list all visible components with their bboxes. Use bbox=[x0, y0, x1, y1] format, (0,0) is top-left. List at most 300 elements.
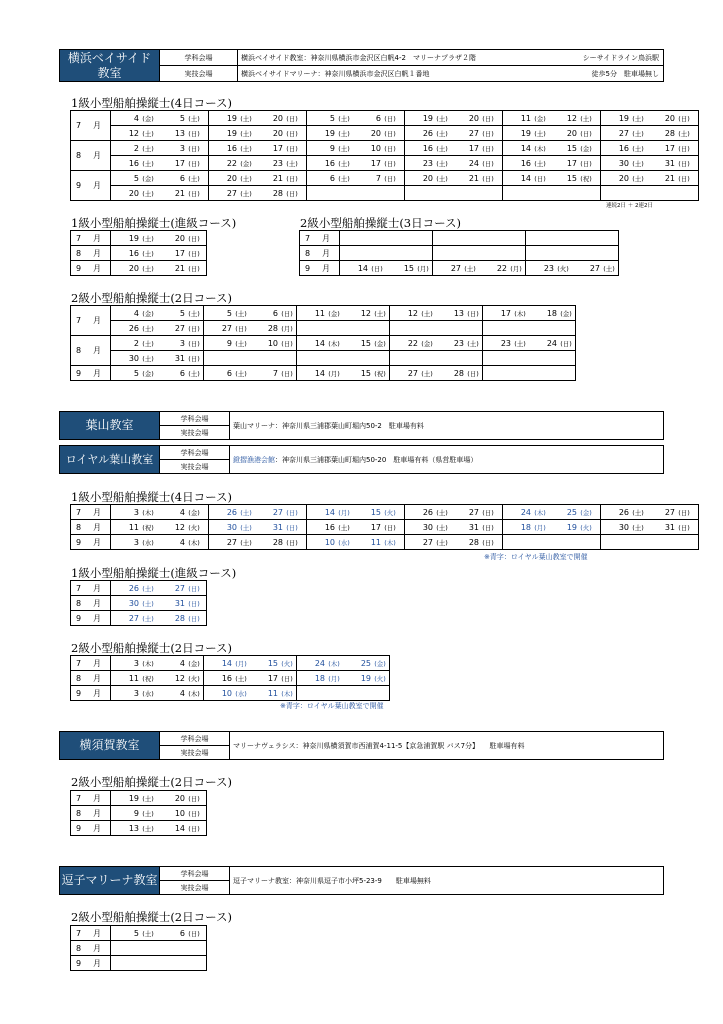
date-pair-cell bbox=[111, 366, 204, 381]
weekday: (火) bbox=[188, 674, 200, 683]
date-entry bbox=[451, 508, 497, 517]
venue-type-label: 学科会場 bbox=[160, 732, 230, 746]
date-entry bbox=[111, 144, 157, 153]
month-cell bbox=[71, 656, 111, 671]
month-label: 8 月 bbox=[75, 598, 106, 608]
weekday: (日) bbox=[188, 614, 200, 623]
date-entry bbox=[297, 659, 343, 668]
course-title: 2級小型船舶操縦士(2日コース) bbox=[71, 291, 233, 305]
date-entry bbox=[343, 369, 389, 378]
weekday: (木) bbox=[188, 538, 200, 547]
date-entry bbox=[451, 114, 497, 123]
venue-location: 逗子マリーナ教室：神奈川県逗子市小坪5-23-9 駐車場無料 bbox=[233, 876, 431, 885]
weekday: (土) bbox=[338, 114, 350, 123]
date-number: 2 bbox=[133, 338, 139, 348]
date-entry bbox=[157, 369, 203, 378]
date-number: 3 bbox=[133, 688, 139, 698]
weekday: (日) bbox=[467, 309, 479, 318]
weekday: (土) bbox=[142, 599, 154, 608]
date-entry bbox=[250, 309, 296, 318]
classroom-name: 逗子マリーナ教室 bbox=[60, 867, 160, 894]
month-label: 9 月 bbox=[75, 181, 106, 190]
weekday: (月) bbox=[328, 674, 340, 683]
date-number: 17 bbox=[500, 308, 511, 318]
date-entry bbox=[209, 538, 255, 547]
date-entry bbox=[647, 174, 693, 183]
date-pair-cell bbox=[111, 806, 207, 821]
date-entry bbox=[549, 523, 595, 532]
weekday: (祝) bbox=[142, 674, 154, 683]
course-title: 1級小型船舶操縦士(進級コース) bbox=[71, 216, 237, 230]
date-number: 19 bbox=[226, 113, 237, 123]
date-entry bbox=[157, 264, 203, 273]
date-number: 28 bbox=[468, 537, 479, 547]
schedule-row bbox=[71, 336, 576, 351]
date-pair-cell bbox=[307, 126, 405, 141]
schedule-row bbox=[71, 156, 699, 171]
weekday: (月) bbox=[510, 264, 522, 273]
weekday: (水) bbox=[338, 538, 350, 547]
date-entry bbox=[436, 369, 482, 378]
date-pair-cell bbox=[526, 231, 619, 246]
date-entry bbox=[503, 508, 549, 517]
date-entry bbox=[255, 129, 301, 138]
date-number: 30 bbox=[128, 598, 139, 608]
date-entry bbox=[526, 264, 572, 273]
date-number: 10 bbox=[324, 537, 335, 547]
date-entry bbox=[405, 129, 451, 138]
date-number: 30 bbox=[226, 522, 237, 532]
date-number: 16 bbox=[618, 143, 629, 153]
date-pair-cell bbox=[433, 246, 526, 261]
date-pair-cell bbox=[297, 656, 390, 671]
date-entry bbox=[307, 129, 353, 138]
course-title: 1級小型船舶操縦士(4日コース) bbox=[71, 96, 233, 110]
date-number: 20 bbox=[370, 128, 381, 138]
date-number: 31 bbox=[272, 522, 283, 532]
weekday: (日) bbox=[467, 369, 479, 378]
month-cell bbox=[71, 231, 111, 246]
weekday: (土) bbox=[603, 264, 615, 273]
weekday: (日) bbox=[482, 538, 494, 547]
date-number: 20 bbox=[664, 113, 675, 123]
classroom-header-yokosuka bbox=[59, 731, 664, 760]
date-entry bbox=[157, 159, 203, 168]
course-title: 2級小型船舶操縦士(3日コース) bbox=[300, 216, 462, 230]
date-pair-cell bbox=[503, 156, 601, 171]
month-label: 9 月 bbox=[304, 263, 335, 273]
date-number: 12 bbox=[407, 308, 418, 318]
date-entry bbox=[503, 523, 549, 532]
date-entry bbox=[204, 324, 250, 333]
date-pair-cell bbox=[340, 231, 433, 246]
course-title: 1級小型船舶操縦士(進級コース) bbox=[71, 566, 237, 580]
date-number: 5 bbox=[179, 113, 185, 123]
schedule-row bbox=[71, 366, 576, 381]
date-number: 6 bbox=[179, 368, 185, 378]
date-pair-cell bbox=[405, 156, 503, 171]
date-entry bbox=[255, 538, 301, 547]
date-entry bbox=[601, 159, 647, 168]
date-number: 10 bbox=[221, 688, 232, 698]
month-label: 8 月 bbox=[75, 673, 106, 683]
weekday: (日) bbox=[188, 339, 200, 348]
date-entry bbox=[111, 523, 157, 532]
date-number: 27 bbox=[174, 583, 185, 593]
date-number: 28 bbox=[453, 368, 464, 378]
weekday: (土) bbox=[188, 174, 200, 183]
weekday: (金) bbox=[421, 339, 433, 348]
date-number: 14 bbox=[324, 507, 335, 517]
date-number: 28 bbox=[272, 188, 283, 198]
date-number: 16 bbox=[422, 143, 433, 153]
date-number: 28 bbox=[267, 323, 278, 333]
date-number: 30 bbox=[618, 522, 629, 532]
weekday: (土) bbox=[464, 264, 476, 273]
date-entry bbox=[436, 309, 482, 318]
date-pair-cell bbox=[297, 671, 390, 686]
date-number: 9 bbox=[133, 808, 139, 818]
date-pair-cell bbox=[390, 321, 483, 336]
date-number: 15 bbox=[360, 338, 371, 348]
date-entry bbox=[157, 674, 203, 683]
date-number: 14 bbox=[520, 173, 531, 183]
date-entry bbox=[111, 824, 157, 833]
date-number: 27 bbox=[450, 263, 461, 273]
date-number: 12 bbox=[174, 522, 185, 532]
date-number: 24 bbox=[520, 507, 531, 517]
date-number: 24 bbox=[546, 338, 557, 348]
date-pair-cell bbox=[503, 141, 601, 156]
weekday: (土) bbox=[436, 508, 448, 517]
date-number: 20 bbox=[174, 233, 185, 243]
month-cell bbox=[300, 261, 340, 276]
venue-access: シーサイドライン鳥浜駅 bbox=[582, 53, 659, 62]
date-entry bbox=[436, 339, 482, 348]
date-pair-cell bbox=[390, 336, 483, 351]
date-number: 28 bbox=[272, 537, 283, 547]
date-number: 20 bbox=[128, 188, 139, 198]
month-label: 9 月 bbox=[75, 688, 106, 698]
date-entry bbox=[157, 824, 203, 833]
date-entry bbox=[111, 794, 157, 803]
date-number: 26 bbox=[618, 507, 629, 517]
date-entry bbox=[157, 174, 203, 183]
weekday: (日) bbox=[286, 538, 298, 547]
weekday: (木) bbox=[142, 659, 154, 668]
schedule-row bbox=[71, 171, 699, 186]
date-number: 4 bbox=[179, 688, 185, 698]
weekday: (土) bbox=[142, 144, 154, 153]
weekday: (日) bbox=[235, 324, 247, 333]
weekday: (日) bbox=[678, 114, 690, 123]
date-entry bbox=[111, 129, 157, 138]
date-entry bbox=[204, 674, 250, 683]
weekday: (土) bbox=[436, 114, 448, 123]
date-pair-cell bbox=[601, 171, 699, 186]
date-number: 19 bbox=[422, 113, 433, 123]
date-pair-cell bbox=[111, 535, 209, 550]
date-number: 23 bbox=[500, 338, 511, 348]
schedule-row bbox=[71, 505, 699, 520]
date-number: 31 bbox=[664, 158, 675, 168]
date-number: 14 bbox=[357, 263, 368, 273]
date-number: 16 bbox=[324, 522, 335, 532]
course-title: 1級小型船舶操縦士(4日コース) bbox=[71, 490, 233, 504]
date-number: 20 bbox=[468, 113, 479, 123]
schedule-row bbox=[71, 806, 207, 821]
date-number: 31 bbox=[468, 522, 479, 532]
date-entry bbox=[353, 174, 399, 183]
date-entry bbox=[250, 324, 296, 333]
month-label: 7 月 bbox=[75, 316, 106, 325]
date-entry bbox=[451, 538, 497, 547]
date-entry bbox=[549, 508, 595, 517]
schedule-row bbox=[71, 186, 699, 201]
weekday: (土) bbox=[142, 929, 154, 938]
date-pair-cell bbox=[405, 505, 503, 520]
date-number: 13 bbox=[453, 308, 464, 318]
date-entry bbox=[111, 159, 157, 168]
date-number: 31 bbox=[174, 353, 185, 363]
date-entry bbox=[503, 159, 549, 168]
month-cell bbox=[71, 671, 111, 686]
month-cell bbox=[71, 926, 111, 941]
month-cell bbox=[71, 596, 111, 611]
month-label: 9 月 bbox=[75, 263, 106, 273]
date-number: 5 bbox=[133, 368, 139, 378]
date-entry bbox=[157, 538, 203, 547]
month-cell bbox=[71, 111, 111, 141]
venue-name-highlight: 鐙摺漁港会館 bbox=[233, 455, 275, 464]
date-entry bbox=[157, 659, 203, 668]
date-entry bbox=[204, 339, 250, 348]
date-number: 5 bbox=[226, 308, 232, 318]
date-number: 19 bbox=[566, 522, 577, 532]
date-entry bbox=[111, 929, 157, 938]
weekday: (日) bbox=[286, 508, 298, 517]
schedule-table bbox=[70, 230, 207, 276]
date-pair-cell bbox=[209, 171, 307, 186]
date-pair-cell bbox=[111, 581, 207, 596]
weekday: (日) bbox=[188, 354, 200, 363]
date-entry bbox=[255, 114, 301, 123]
month-label: 9 月 bbox=[75, 823, 106, 833]
date-number: 17 bbox=[566, 158, 577, 168]
weekday: (日) bbox=[188, 324, 200, 333]
date-pair-cell bbox=[601, 186, 699, 201]
date-entry bbox=[209, 129, 255, 138]
date-entry bbox=[405, 144, 451, 153]
date-entry bbox=[451, 523, 497, 532]
weekday: (土) bbox=[240, 114, 252, 123]
date-entry bbox=[549, 174, 595, 183]
weekday: (月) bbox=[534, 523, 546, 532]
date-number: 14 bbox=[314, 338, 325, 348]
date-entry bbox=[157, 234, 203, 243]
date-number: 6 bbox=[329, 173, 335, 183]
date-entry bbox=[157, 129, 203, 138]
schedule-row bbox=[71, 520, 699, 535]
date-number: 22 bbox=[496, 263, 507, 273]
date-number: 18 bbox=[546, 308, 557, 318]
weekday: (日) bbox=[281, 674, 293, 683]
weekday: (土) bbox=[142, 584, 154, 593]
date-entry bbox=[157, 114, 203, 123]
date-number: 13 bbox=[174, 128, 185, 138]
month-label: 9 月 bbox=[75, 613, 106, 623]
date-pair-cell bbox=[297, 686, 390, 701]
date-number: 28 bbox=[174, 613, 185, 623]
date-number: 4 bbox=[133, 113, 139, 123]
date-pair-cell bbox=[111, 656, 204, 671]
weekday: (木) bbox=[142, 508, 154, 517]
classroom-name: 葉山教室 bbox=[60, 412, 160, 439]
weekday: (火) bbox=[281, 659, 293, 668]
weekday: (土) bbox=[188, 114, 200, 123]
date-number: 23 bbox=[422, 158, 433, 168]
date-number: 20 bbox=[226, 173, 237, 183]
date-entry bbox=[111, 369, 157, 378]
schedule-table bbox=[70, 580, 207, 626]
date-number: 26 bbox=[128, 583, 139, 593]
venue-access: 徒歩5分 駐車場無し bbox=[591, 69, 659, 78]
weekday: (木) bbox=[328, 659, 340, 668]
weekday: (土) bbox=[286, 159, 298, 168]
schedule-row bbox=[71, 791, 207, 806]
weekday: (土) bbox=[240, 189, 252, 198]
weekday: (土) bbox=[142, 354, 154, 363]
weekday: (土) bbox=[240, 144, 252, 153]
month-cell bbox=[71, 246, 111, 261]
date-entry bbox=[111, 324, 157, 333]
date-entry bbox=[255, 144, 301, 153]
date-number: 20 bbox=[422, 173, 433, 183]
date-pair-cell bbox=[405, 126, 503, 141]
date-number: 16 bbox=[324, 158, 335, 168]
date-pair-cell bbox=[390, 306, 483, 321]
date-entry bbox=[601, 144, 647, 153]
venue-type-label: 学科会場 bbox=[160, 412, 230, 426]
date-pair-cell bbox=[307, 171, 405, 186]
weekday: (金) bbox=[142, 369, 154, 378]
date-entry bbox=[157, 324, 203, 333]
weekday: (金) bbox=[534, 114, 546, 123]
month-label: 7 月 bbox=[75, 507, 106, 517]
weekday: (日) bbox=[281, 339, 293, 348]
date-pair-cell bbox=[111, 956, 207, 971]
schedule-table bbox=[299, 230, 619, 276]
month-cell bbox=[300, 246, 340, 261]
date-pair-cell bbox=[111, 336, 204, 351]
date-entry bbox=[111, 174, 157, 183]
weekday: (土) bbox=[632, 523, 644, 532]
weekday: (火) bbox=[580, 523, 592, 532]
date-entry bbox=[503, 174, 549, 183]
date-entry bbox=[601, 174, 647, 183]
date-number: 17 bbox=[370, 158, 381, 168]
date-number: 13 bbox=[128, 823, 139, 833]
weekday: (日) bbox=[188, 144, 200, 153]
date-entry bbox=[601, 508, 647, 517]
weekday: (日) bbox=[678, 523, 690, 532]
date-entry bbox=[572, 264, 618, 273]
venue-location: 葉山マリーナ：神奈川県三浦郡葉山町堀内50-2 駐車場有料 bbox=[233, 421, 424, 430]
month-cell bbox=[71, 581, 111, 596]
date-pair-cell bbox=[209, 520, 307, 535]
date-pair-cell bbox=[297, 306, 390, 321]
date-number: 20 bbox=[174, 793, 185, 803]
date-entry bbox=[250, 339, 296, 348]
weekday: (月) bbox=[281, 324, 293, 333]
weekday: (土) bbox=[142, 794, 154, 803]
month-label: 8 月 bbox=[304, 248, 335, 258]
date-entry bbox=[157, 689, 203, 698]
date-entry bbox=[549, 129, 595, 138]
date-number: 27 bbox=[468, 128, 479, 138]
date-pair-cell bbox=[111, 941, 207, 956]
schedule-table bbox=[70, 655, 390, 701]
weekday: (日) bbox=[281, 309, 293, 318]
weekday: (月) bbox=[328, 369, 340, 378]
date-entry bbox=[307, 174, 353, 183]
date-pair-cell bbox=[204, 656, 297, 671]
venue-type-label: 実技会場 bbox=[160, 66, 238, 81]
weekday: (日) bbox=[384, 159, 396, 168]
venue-address: ：神奈川県三浦郡葉山町堀内50-20 駐車場有料（県営駐車場） bbox=[275, 455, 478, 464]
weekday: (金) bbox=[328, 309, 340, 318]
weekday: (金) bbox=[142, 114, 154, 123]
weekday: (日) bbox=[482, 174, 494, 183]
date-pair-cell bbox=[297, 321, 390, 336]
date-pair-cell bbox=[111, 321, 204, 336]
date-pair-cell bbox=[307, 535, 405, 550]
date-number: 22 bbox=[226, 158, 237, 168]
weekday: (日) bbox=[482, 144, 494, 153]
schedule-row bbox=[71, 261, 207, 276]
date-entry bbox=[647, 129, 693, 138]
blue-text-note: ※青字：ロイヤル葉山教室で開催 bbox=[484, 553, 588, 561]
date-entry bbox=[405, 538, 451, 547]
date-number: 2 bbox=[133, 143, 139, 153]
schedule-table bbox=[70, 925, 207, 971]
date-number: 27 bbox=[664, 507, 675, 517]
weekday: (土) bbox=[632, 114, 644, 123]
date-pair-cell bbox=[209, 141, 307, 156]
date-number: 17 bbox=[664, 143, 675, 153]
date-entry bbox=[111, 674, 157, 683]
date-entry bbox=[307, 538, 353, 547]
date-number: 20 bbox=[272, 113, 283, 123]
date-number: 9 bbox=[329, 143, 335, 153]
weekday: (土) bbox=[421, 369, 433, 378]
schedule-table bbox=[70, 110, 699, 201]
date-entry bbox=[549, 114, 595, 123]
date-pair-cell bbox=[297, 351, 390, 366]
date-pair-cell bbox=[111, 926, 207, 941]
month-cell bbox=[71, 306, 111, 336]
month-label: 8 月 bbox=[75, 248, 106, 258]
date-number: 12 bbox=[360, 308, 371, 318]
date-entry bbox=[483, 339, 529, 348]
weekday: (土) bbox=[235, 674, 247, 683]
date-entry bbox=[209, 508, 255, 517]
date-number: 12 bbox=[174, 673, 185, 683]
weekday: (月) bbox=[417, 264, 429, 273]
schedule-row bbox=[71, 611, 207, 626]
date-pair-cell bbox=[526, 246, 619, 261]
date-entry bbox=[307, 523, 353, 532]
